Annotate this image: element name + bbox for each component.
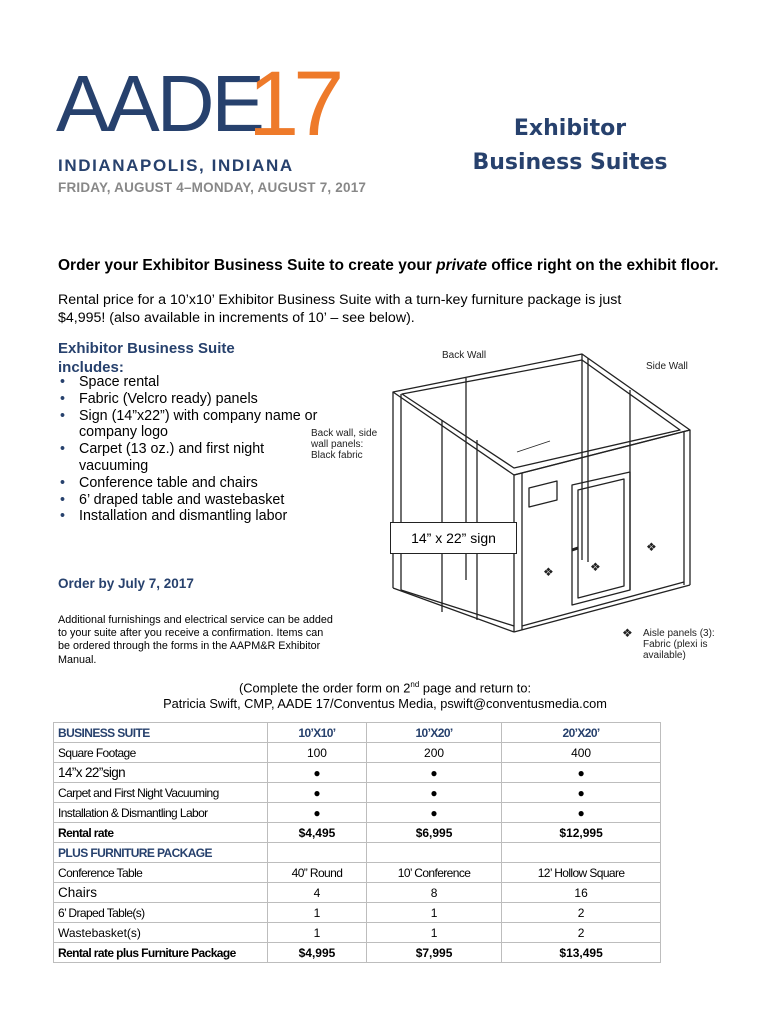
table-cell: 1 <box>268 903 367 923</box>
includes-item: • Sign (14”x22”) with company name or company logo <box>58 408 318 442</box>
table-cell: ● <box>366 803 501 823</box>
order-instructions-post: page and return to: <box>419 680 532 696</box>
table-cell: 40” Round <box>268 863 367 883</box>
table-header: 10’X10’ <box>268 723 367 743</box>
order-instructions-sup: nd <box>410 680 420 689</box>
label-panels-note <box>311 428 377 461</box>
table-row <box>54 943 661 963</box>
table-cell: Square Footage <box>54 743 268 763</box>
panels-note-line3: Black fabric <box>311 450 363 461</box>
table-cell: $4,495 <box>268 823 367 843</box>
table-cell: 100 <box>268 743 367 763</box>
page-title <box>460 112 680 180</box>
aade17-logo <box>50 53 367 208</box>
page-title-line1: Exhibitor <box>513 116 627 141</box>
table-cell: ● <box>366 783 501 803</box>
logo-city: INDIANAPOLIS, INDIANA <box>58 156 294 175</box>
table-cell: Rental rate plus Furniture Package <box>54 943 268 963</box>
table-cell: ● <box>268 803 367 823</box>
table-cell: ● <box>502 783 661 803</box>
table-cell: $4,995 <box>268 943 367 963</box>
includes-item: • Installation and dismantling labor <box>58 508 318 525</box>
rental-price-text <box>58 291 678 327</box>
table-cell: Carpet and First Night Vacuuming <box>54 783 268 803</box>
table-cell: 2 <box>502 923 661 943</box>
booth-diagram <box>300 340 760 670</box>
table-cell: ● <box>502 803 661 823</box>
includes-heading-line2: includes: <box>58 359 124 376</box>
includes-list <box>58 374 318 525</box>
diagram-door <box>572 472 630 605</box>
table-cell: 16 <box>502 883 661 903</box>
table-cell: ● <box>268 783 367 803</box>
table-cell: 4 <box>268 883 367 903</box>
aisle-note-line3: available) <box>643 650 686 661</box>
table-header-row <box>54 723 661 743</box>
table-row <box>54 903 661 923</box>
table-row <box>54 843 661 863</box>
table-row <box>54 743 661 763</box>
table-row <box>54 863 661 883</box>
marker-icon: ❖ <box>590 560 601 574</box>
diagram-side-bottom <box>393 588 514 632</box>
includes-item: • Conference table and chairs <box>58 475 318 492</box>
table-cell: $13,495 <box>502 943 661 963</box>
marker-icon: ❖ <box>543 565 554 579</box>
table-cell: $6,995 <box>366 823 501 843</box>
table-header: 20’X20’ <box>502 723 661 743</box>
order-deadline: Order by July 7, 2017 <box>58 576 194 591</box>
rental-line1: Rental price for a 10’x10’ Exhibitor Business Suite with a turn-key furniture package is just <box>58 292 622 308</box>
table-cell: 400 <box>502 743 661 763</box>
table-cell: 1 <box>366 903 501 923</box>
rental-line2: $4,995! (also available in increments of 10’ – see below). <box>58 310 415 326</box>
table-row <box>54 783 661 803</box>
table-cell: ● <box>268 763 367 783</box>
includes-item: • Fabric (Velcro ready) panels <box>58 391 318 408</box>
order-instructions <box>0 680 770 695</box>
diagram-front-top <box>514 430 690 475</box>
table-row <box>54 763 661 783</box>
diagram-sign <box>529 481 557 507</box>
headline-after: office right on the exhibit floor. <box>486 257 719 274</box>
table-cell: Installation & Dismantling Labor <box>54 803 268 823</box>
table-section-header: PLUS FURNITURE PACKAGE <box>54 843 268 863</box>
includes-item: • Carpet (13 oz.) and first night vacuuming <box>58 441 318 475</box>
additional-furnishings-note: Additional furnishings and electrical service can be added to your suite after you receive a confirmation. Items can be ordered through the forms in the AAPM&R Exhibitor Manual. <box>58 614 333 666</box>
logo-dates: FRIDAY, AUGUST 4–MONDAY, AUGUST 7, 2017 <box>58 180 367 195</box>
table-cell: $7,995 <box>366 943 501 963</box>
aisle-note-line2: Fabric (plexi is <box>643 639 708 650</box>
label-back-wall: Back Wall <box>442 350 487 361</box>
marker-icon: ❖ <box>622 626 633 640</box>
diagram-front-bottom-inner <box>522 582 684 626</box>
table-row <box>54 823 661 843</box>
table-row <box>54 883 661 903</box>
table-row <box>54 923 661 943</box>
table-cell: 12’ Hollow Square <box>502 863 661 883</box>
order-instructions-pre: (Complete the order form on 2 <box>238 680 411 696</box>
table-cell <box>268 843 367 863</box>
table-cell: 2 <box>502 903 661 923</box>
table-cell <box>366 843 501 863</box>
includes-heading-line1: Exhibitor Business Suite <box>58 340 235 357</box>
aisle-note-line1: Aisle panels (3): <box>643 628 715 639</box>
table-cell: 1 <box>366 923 501 943</box>
marker-icon: ❖ <box>646 540 657 554</box>
diagram-door-handle <box>572 548 578 550</box>
table-cell: ● <box>502 763 661 783</box>
table-header: BUSINESS SUITE <box>54 723 268 743</box>
table-cell: Conference Table <box>54 863 268 883</box>
panels-note-line1: Back wall, side <box>311 428 378 439</box>
table-cell: $12,995 <box>502 823 661 843</box>
label-aisle-panels <box>643 628 715 661</box>
table-cell: 1 <box>268 923 367 943</box>
label-side-wall: Side Wall <box>646 361 688 372</box>
table-row <box>54 803 661 823</box>
diagram-door-inner <box>578 479 624 598</box>
table-cell: 14”x 22”sign <box>54 763 268 783</box>
diagram-side-bottom-inner <box>401 590 514 626</box>
sign-callout: 14” x 22” sign <box>390 522 517 554</box>
table-cell: Wastebasket(s) <box>54 923 268 943</box>
table-cell <box>502 843 661 863</box>
table-cell: 10’ Conference <box>366 863 501 883</box>
includes-item: • 6’ draped table and wastebasket <box>58 492 318 509</box>
table-cell: Rental rate <box>54 823 268 843</box>
table-header: 10’X20’ <box>366 723 501 743</box>
table-cell: Chairs <box>54 883 268 903</box>
diagram-top-frame-inner <box>402 360 680 468</box>
pricing-table <box>53 722 661 963</box>
diagram-pointer <box>517 441 550 452</box>
diagram-top-frame <box>393 354 690 475</box>
table-cell: ● <box>366 763 501 783</box>
headline-emphasis: private <box>436 257 487 274</box>
headline-before: Order your Exhibitor Business Suite to create your <box>58 257 437 274</box>
logo-wordmark: AADE <box>56 59 262 148</box>
table-cell: 200 <box>366 743 501 763</box>
table-cell: 8 <box>366 883 501 903</box>
page-title-line2: Business Suites <box>472 150 668 175</box>
includes-heading <box>58 339 268 377</box>
headline <box>58 257 738 275</box>
includes-item: • Space rental <box>58 374 318 391</box>
table-cell: 6’ Draped Table(s) <box>54 903 268 923</box>
panels-note-line2: wall panels: <box>311 439 364 450</box>
order-contact: Patricia Swift, CMP, AADE 17/Conventus Media, pswift@conventusmedia.com <box>163 696 607 711</box>
logo-number: 17 <box>248 53 339 155</box>
